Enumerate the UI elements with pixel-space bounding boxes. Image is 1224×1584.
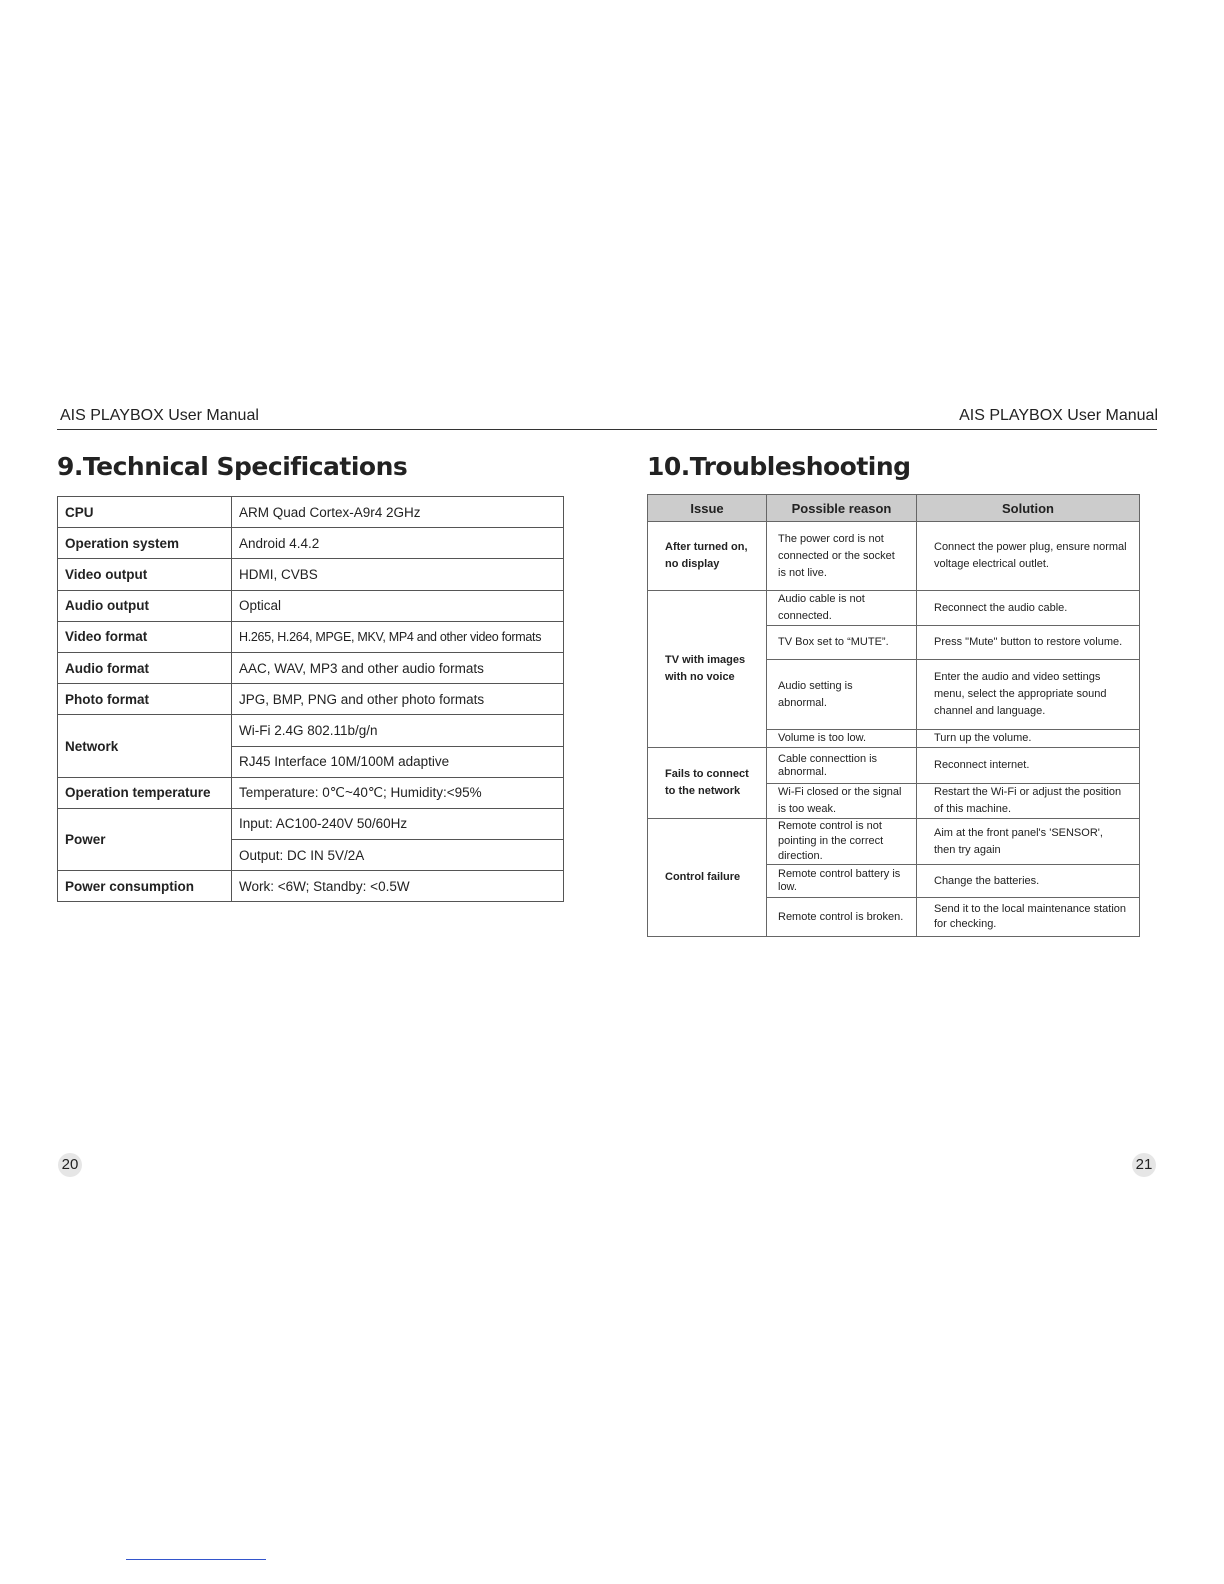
reason-cell: The power cord is not connected or the socket is not live.: [767, 522, 917, 591]
reason-cell: Wi-Fi closed or the signal is too weak.: [767, 784, 917, 819]
table-row: [58, 652, 564, 683]
spec-table: [57, 496, 564, 902]
trouble-title: 10.Troubleshooting: [647, 452, 911, 481]
solution-cell: Connect the power plug, ensure normal voltage electrical outlet.: [917, 522, 1140, 591]
spec-value: Output: DC IN 5V/2A: [232, 840, 564, 871]
spec-value: AAC, WAV, MP3 and other audio formats: [232, 652, 564, 683]
troubleshooting-table: [647, 494, 1140, 937]
solution-cell: Restart the Wi-Fi or adjust the position of this machine.: [917, 784, 1140, 819]
table-row: [58, 808, 564, 839]
reason-cell: Volume is too low.: [767, 730, 917, 748]
table-row: [648, 748, 1140, 784]
solution-cell: Reconnect the audio cable.: [917, 591, 1140, 626]
solution-cell: Turn up the volume.: [917, 730, 1140, 748]
spec-value: JPG, BMP, PNG and other photo formats: [232, 684, 564, 715]
spec-key: Network: [58, 715, 232, 777]
spec-value: RJ45 Interface 10M/100M adaptive: [232, 746, 564, 777]
spec-value: Input: AC100-240V 50/60Hz: [232, 808, 564, 839]
spec-key: Audio format: [58, 652, 232, 683]
spec-key: CPU: [58, 497, 232, 528]
solution-cell: Aim at the front panel's 'SENSOR', then try again: [917, 819, 1140, 865]
issue-cell: TV with images with no voice: [648, 591, 767, 748]
spec-key: Power consumption: [58, 871, 232, 902]
header-rule: [57, 429, 1157, 430]
table-row: [58, 871, 564, 902]
spec-value: HDMI, CVBS: [232, 559, 564, 590]
table-row: [58, 559, 564, 590]
reason-cell: Remote control is broken.: [767, 898, 917, 937]
spec-value: H.265, H.264, MPGE, MKV, MP4 and other video formats: [232, 621, 564, 652]
issue-cell: Fails to connect to the network: [648, 748, 767, 819]
table-row: [648, 819, 1140, 865]
issue-cell: Control failure: [648, 819, 767, 937]
link-underline: [126, 1559, 266, 1560]
reason-cell: Cable connecttion is abnormal.: [767, 748, 917, 784]
column-header: Issue: [648, 495, 767, 522]
spec-key: Photo format: [58, 684, 232, 715]
reason-cell: TV Box set to “MUTE”.: [767, 626, 917, 660]
column-header: Possible reason: [767, 495, 917, 522]
solution-cell: Enter the audio and video settings menu, select the appropriate sound channel and language.: [917, 660, 1140, 730]
spec-value: Optical: [232, 590, 564, 621]
spec-value: Android 4.4.2: [232, 528, 564, 559]
solution-cell: Change the batteries.: [917, 865, 1140, 898]
reason-cell: Audio cable is not connected.: [767, 591, 917, 626]
table-row: [58, 715, 564, 746]
running-header-right: AIS PLAYBOX User Manual: [959, 407, 1158, 424]
table-row: [648, 591, 1140, 626]
spec-value: Work: <6W; Standby: <0.5W: [232, 871, 564, 902]
spec-key: Video format: [58, 621, 232, 652]
table-row: [58, 621, 564, 652]
reason-cell: Remote control battery is low.: [767, 865, 917, 898]
solution-cell: Send it to the local maintenance station for checking.: [917, 898, 1140, 937]
table-row: [58, 497, 564, 528]
spec-key: Video output: [58, 559, 232, 590]
spec-value: Temperature: 0℃~40℃; Humidity:<95%: [232, 777, 564, 808]
solution-cell: Press "Mute" button to restore volume.: [917, 626, 1140, 660]
spec-key: Power: [58, 808, 232, 870]
spec-title: 9.Technical Specifications: [57, 452, 408, 481]
spec-value: Wi-Fi 2.4G 802.11b/g/n: [232, 715, 564, 746]
column-header: Solution: [917, 495, 1140, 522]
spec-key: Operation temperature: [58, 777, 232, 808]
table-row: [58, 590, 564, 621]
table-row: [58, 777, 564, 808]
solution-cell: Reconnect internet.: [917, 748, 1140, 784]
issue-cell: After turned on, no display: [648, 522, 767, 591]
spec-key: Audio output: [58, 590, 232, 621]
reason-cell: Audio setting is abnormal.: [767, 660, 917, 730]
spec-value: ARM Quad Cortex-A9r4 2GHz: [232, 497, 564, 528]
table-row: [58, 528, 564, 559]
page-number-right: 21: [1132, 1153, 1156, 1177]
reason-cell: Remote control is not pointing in the correct direction.: [767, 819, 917, 865]
table-row: [58, 684, 564, 715]
table-row: [648, 522, 1140, 591]
page-number-left: 20: [58, 1153, 82, 1177]
spec-key: Operation system: [58, 528, 232, 559]
running-header-left: AIS PLAYBOX User Manual: [60, 407, 259, 424]
